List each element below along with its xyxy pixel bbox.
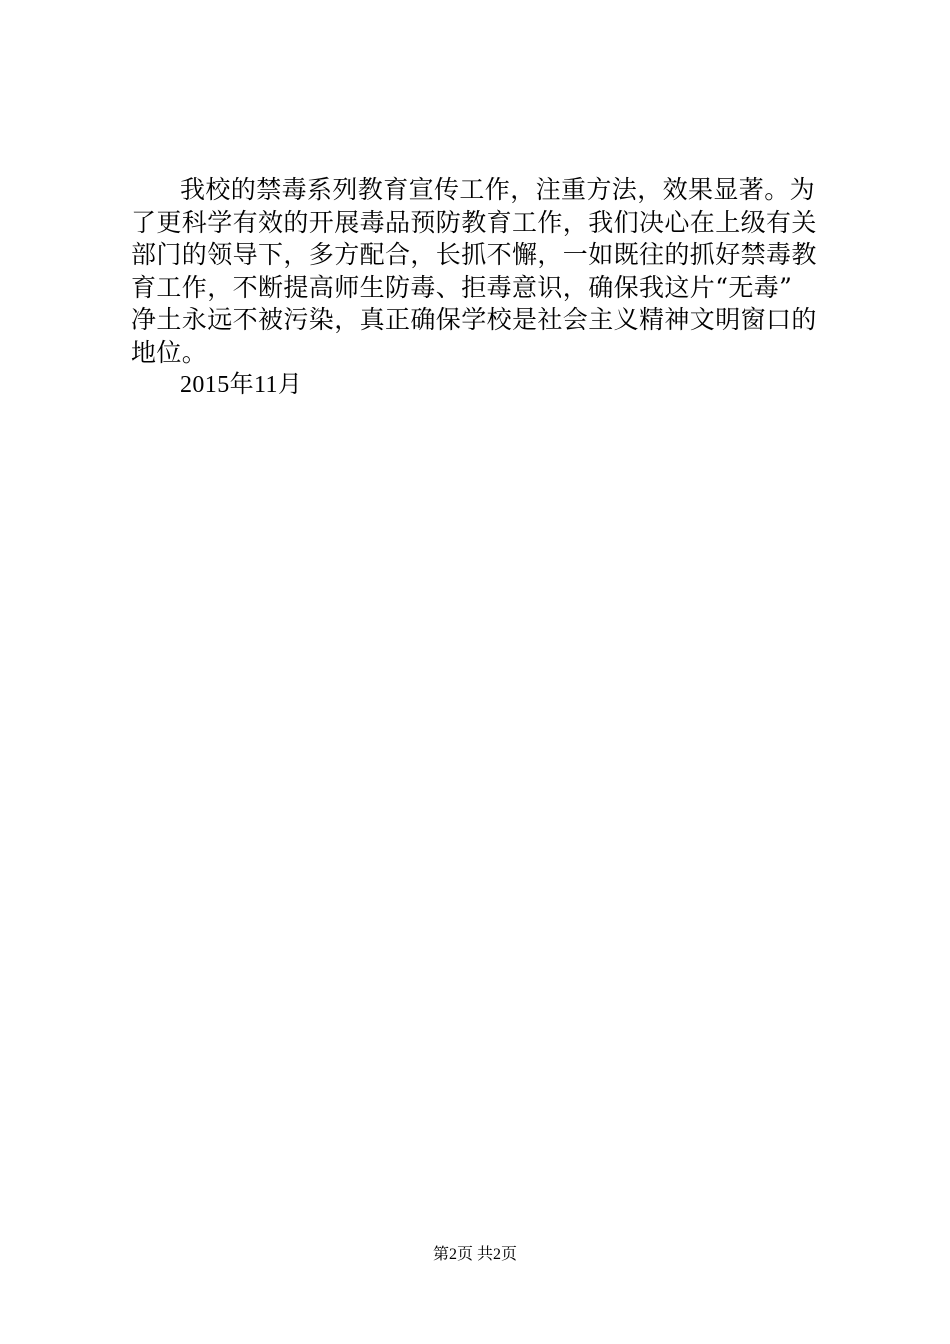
page-footer bbox=[0, 1245, 950, 1265]
date-line: 2015年11月 bbox=[180, 372, 303, 398]
paragraph-line: 我校的禁毒系列教育宣传工作，注重方法，效果显著。为 bbox=[180, 175, 816, 204]
page-number-label: 第2页 共2页 bbox=[432, 1246, 517, 1263]
paragraph-line: 育工作，不断提高师生防毒、拒毒意识，确保我这片“无毒” bbox=[131, 272, 793, 302]
paragraph-line: 部门的领导下，多方配合，长抓不懈，一如既往的抓好禁毒教 bbox=[131, 240, 817, 269]
paragraph-line: 地位。 bbox=[131, 337, 208, 367]
body-paragraph bbox=[131, 174, 831, 402]
paragraph-line: 了更科学有效的开展毒品预防教育工作，我们决心在上级有关 bbox=[131, 207, 817, 237]
paragraph-line: 净土永远不被污染，真正确保学校是社会主义精神文明窗口的 bbox=[131, 305, 817, 334]
